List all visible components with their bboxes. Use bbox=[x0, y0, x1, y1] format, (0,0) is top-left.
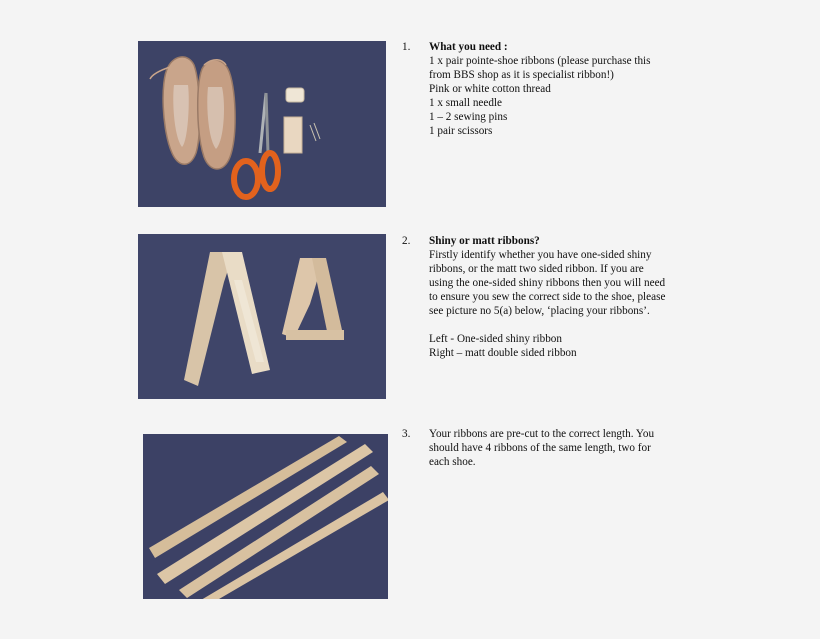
photo-supplies bbox=[138, 41, 386, 207]
step-2 bbox=[402, 234, 722, 364]
step-number: 2. bbox=[402, 235, 411, 247]
paragraph-gap bbox=[429, 318, 719, 332]
step-1 bbox=[402, 40, 722, 140]
step-text-line: 1 pair scissors bbox=[429, 125, 493, 137]
step-text-line: Pink or white cotton thread bbox=[429, 83, 551, 95]
step-title: Shiny or matt ribbons? bbox=[429, 235, 540, 247]
step-text-line: to ensure you sew the correct side to the shoe, please bbox=[429, 291, 666, 303]
step-text-line: see picture no 5(a) below, ‘placing your ribbons’. bbox=[429, 305, 650, 317]
step-number: 1. bbox=[402, 41, 411, 53]
step-text-line: Left - One-sided shiny ribbon bbox=[429, 333, 562, 345]
photo-four-ribbons bbox=[143, 434, 388, 599]
step-text-line: using the one-sided shiny ribbons then you will need bbox=[429, 277, 666, 289]
step-text-line: each shoe. bbox=[429, 456, 476, 468]
step-text-line: 1 x small needle bbox=[429, 97, 503, 109]
step-title: What you need : bbox=[429, 41, 508, 53]
step-text-line: ribbons, or the matt two sided ribbon. If you are bbox=[429, 263, 644, 275]
step-text-line: from BBS shop as it is specialist ribbon!) bbox=[429, 69, 614, 81]
step-text-line: 1 x pair pointe-shoe ribbons (please purchase this bbox=[429, 55, 651, 67]
step-text-line: Firstly identify whether you have one-sided shiny bbox=[429, 249, 652, 261]
step-3 bbox=[402, 427, 722, 477]
photo-ribbon-types bbox=[138, 234, 386, 399]
step-text-line: should have 4 ribbons of the same length, two for bbox=[429, 442, 651, 454]
step-text-line: Right – matt double sided ribbon bbox=[429, 347, 577, 359]
step-text-line: Your ribbons are pre-cut to the correct length. You bbox=[429, 428, 655, 440]
step-text-line: 1 – 2 sewing pins bbox=[429, 111, 508, 123]
step-number: 3. bbox=[402, 428, 411, 440]
